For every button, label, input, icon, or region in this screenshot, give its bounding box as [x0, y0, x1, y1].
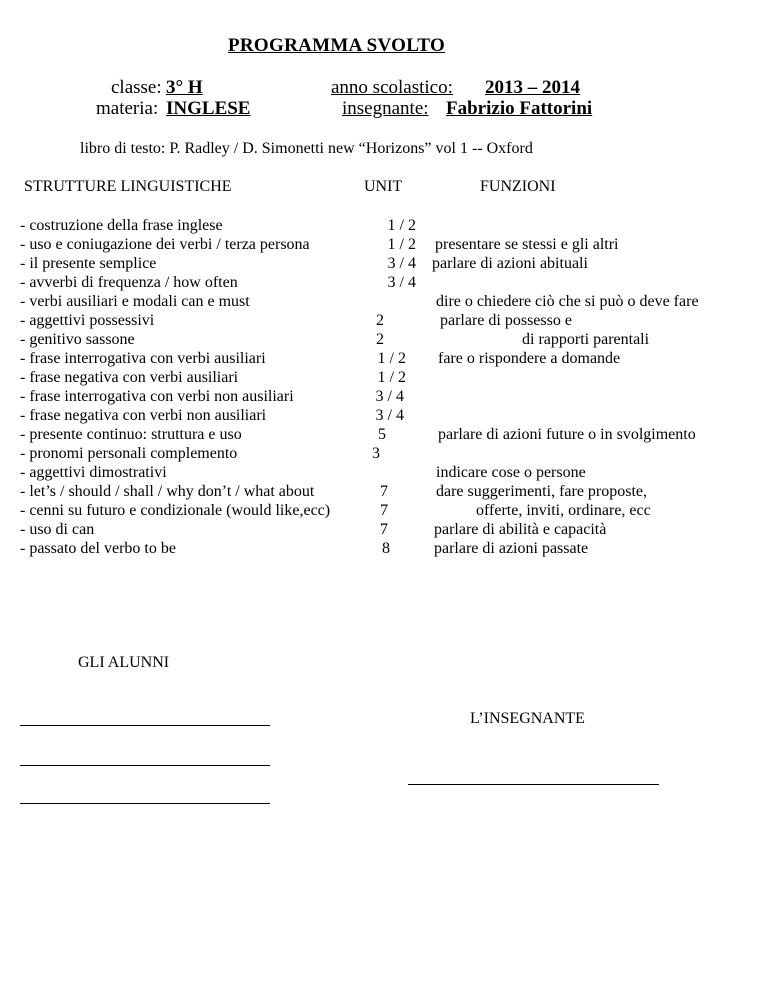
signature-line-student-2	[20, 765, 270, 766]
alunni-label: GLI ALUNNI	[78, 654, 170, 671]
structure-item: - aggettivi possessivi	[20, 312, 155, 329]
function-item: parlare di abilità e capacità	[434, 521, 607, 538]
unit-value: 1 / 2	[387, 217, 416, 234]
unit-value: 3 / 4	[387, 255, 416, 272]
col-unit: UNIT	[364, 178, 403, 195]
insegnante-label: insegnante:	[342, 98, 429, 119]
col-funzioni: FUNZIONI	[480, 178, 556, 195]
function-item: dire o chiedere ciò che si può o deve fare	[436, 293, 699, 310]
unit-value: 2	[376, 331, 384, 348]
materia-label: materia:	[96, 98, 159, 119]
structure-item: - il presente semplice	[20, 255, 157, 272]
structure-item: - frase interrogativa con verbi non ausiliari	[20, 388, 294, 405]
unit-value: 7	[380, 483, 388, 500]
col-strutture: STRUTTURE LINGUISTICHE	[24, 178, 232, 195]
structure-item: - presente continuo: struttura e uso	[20, 426, 242, 443]
function-item: indicare cose o persone	[436, 464, 586, 481]
structure-item: - uso e coniugazione dei verbi / terza persona	[20, 236, 310, 253]
function-item: parlare di azioni future o in svolgimento	[438, 426, 696, 443]
function-item: di rapporti parentali	[522, 331, 650, 348]
function-item: parlare di azioni passate	[434, 540, 589, 557]
structure-item: - aggettivi dimostrativi	[20, 464, 167, 481]
signature-line-teacher	[408, 784, 659, 785]
function-item: parlare di possesso e	[440, 312, 572, 329]
function-item: dare suggerimenti, fare proposte,	[436, 483, 648, 500]
function-item: offerte, inviti, ordinare, ecc	[476, 502, 651, 519]
unit-value: 1 / 2	[377, 350, 406, 367]
textbook-line: libro di testo: P. Radley / D. Simonetti new “Horizons” vol 1 -- Oxford	[80, 140, 533, 157]
function-item: presentare se stessi e gli altri	[435, 236, 619, 253]
signature-line-student-1	[20, 725, 270, 726]
structure-item: - passato del verbo to be	[20, 540, 176, 557]
classe-label: classe:	[111, 77, 162, 98]
structure-item: - avverbi di frequenza / how often	[20, 274, 238, 291]
structure-item: - let’s / should / shall / why don’t / what about	[20, 483, 315, 500]
signature-line-student-3	[20, 803, 270, 804]
page-title: PROGRAMMA SVOLTO	[228, 35, 446, 56]
insegnante-value: Fabrizio Fattorini	[446, 98, 593, 119]
function-item: fare o rispondere a domande	[438, 350, 621, 367]
insegnante-sign-label: L’INSEGNANTE	[470, 710, 585, 727]
unit-value: 1 / 2	[387, 236, 416, 253]
structure-item: - frase interrogativa con verbi ausiliari	[20, 350, 266, 367]
structure-item: - verbi ausiliari e modali can e must	[20, 293, 250, 310]
anno-value: 2013 – 2014	[485, 77, 580, 98]
unit-value: 7	[380, 521, 388, 538]
classe-value: 3° H	[166, 77, 203, 98]
function-item: parlare di azioni abituali	[432, 255, 588, 272]
structure-item: - uso di can	[20, 521, 95, 538]
unit-value: 2	[376, 312, 384, 329]
unit-value: 1 / 2	[377, 369, 406, 386]
materia-value: INGLESE	[166, 98, 251, 119]
unit-value: 3 / 4	[375, 407, 404, 424]
structure-item: - pronomi personali complemento	[20, 445, 238, 462]
unit-value: 5	[378, 426, 386, 443]
structure-item: - costruzione della frase inglese	[20, 217, 223, 234]
structure-item: - frase negativa con verbi non ausiliari	[20, 407, 267, 424]
unit-value: 3	[372, 445, 380, 462]
structure-item: - frase negativa con verbi ausiliari	[20, 369, 239, 386]
unit-value: 3 / 4	[387, 274, 416, 291]
structure-item: - cenni su futuro e condizionale (would like,ecc)	[20, 502, 331, 519]
unit-value: 7	[380, 502, 388, 519]
unit-value: 3 / 4	[375, 388, 404, 405]
anno-label: anno scolastico:	[331, 77, 453, 98]
unit-value: 8	[382, 540, 390, 557]
structure-item: - genitivo sassone	[20, 331, 135, 348]
